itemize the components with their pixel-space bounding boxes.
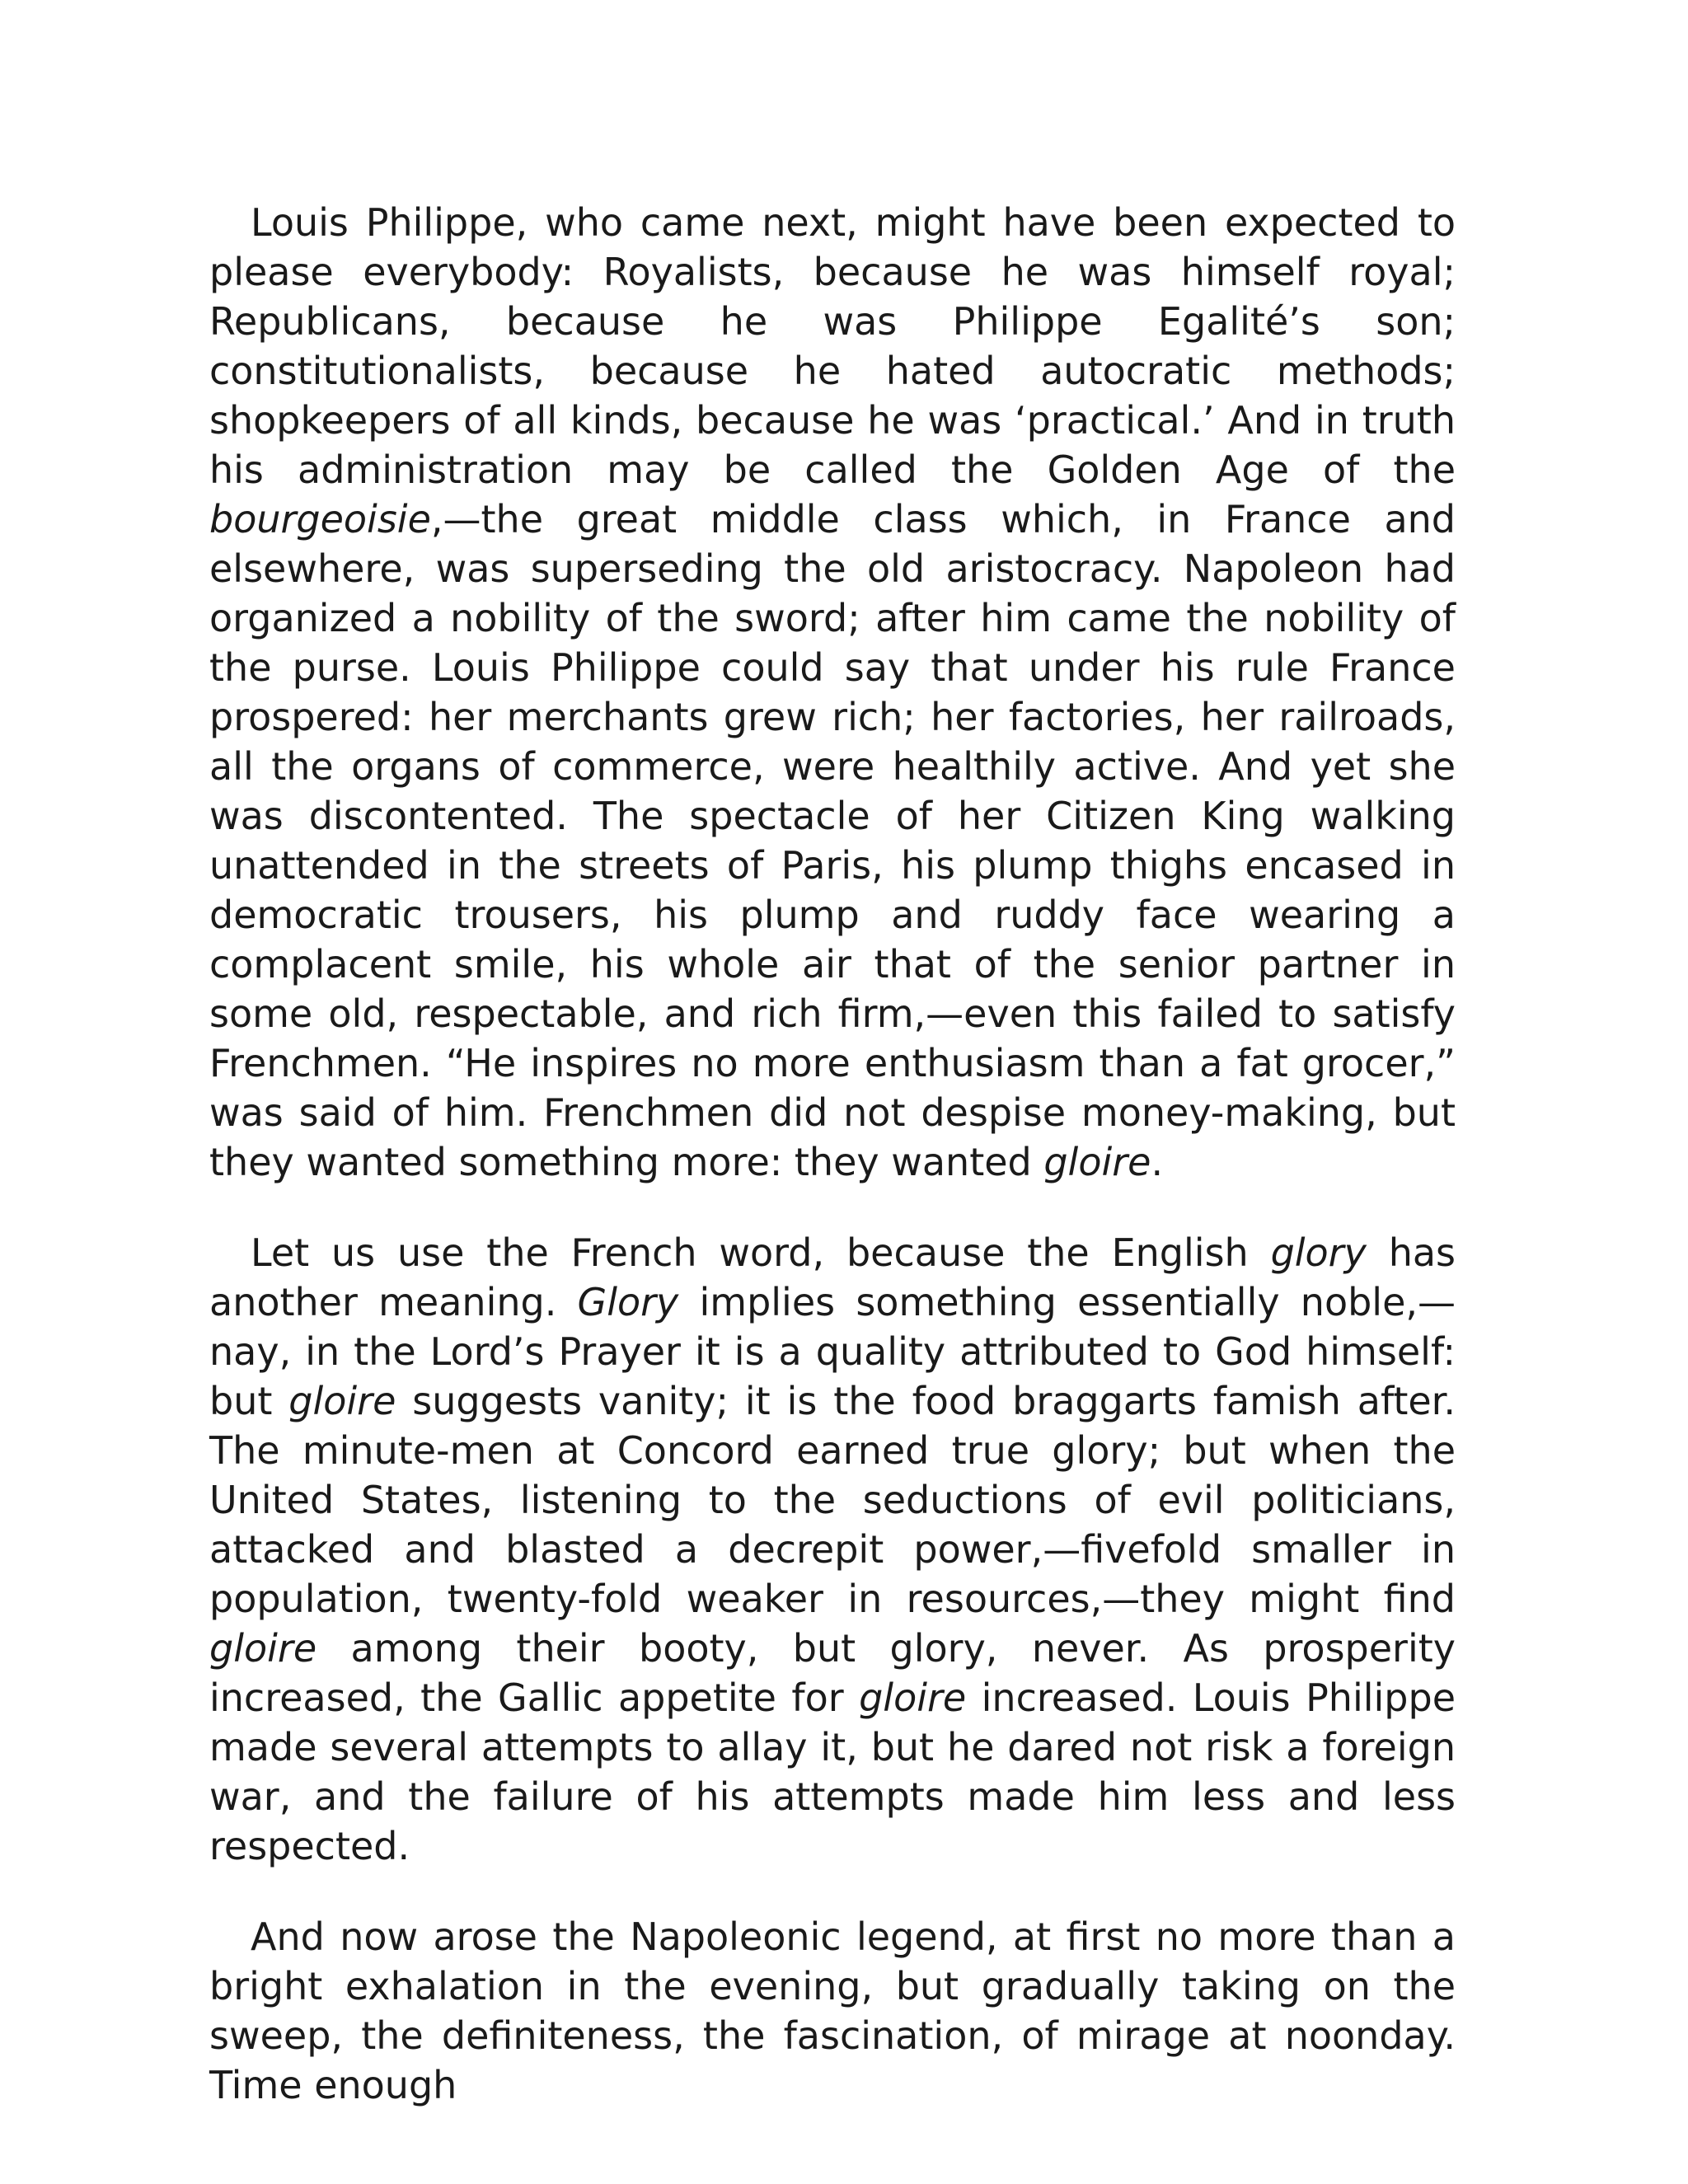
paragraph-1	[209, 198, 1456, 1187]
text-segment: .	[1151, 1140, 1164, 1184]
italic-text-segment: glory	[1270, 1230, 1367, 1275]
text-segment: Let us use the French word, because the English	[251, 1230, 1271, 1275]
italic-text-segment: gloire	[1043, 1140, 1151, 1184]
document-page	[209, 198, 1456, 2110]
text-segment: suggests vanity; it is the food braggarts famish after. The minute-men at Concord earned true glory; but when the United States, listening to the seductions of evil politicians, attacked and blasted a decrepit power,—fivefold smaller in population, twenty-fold weaker in resources,—they might find	[209, 1379, 1456, 1621]
text-segment: has another meaning.	[209, 1230, 1456, 1324]
paragraph-2	[209, 1228, 1456, 1871]
text-segment: increased. Louis Philippe made several attempts to allay it, but he dared not risk a foreign war, and the failure of his attempts made him less and less respected.	[209, 1675, 1456, 1868]
paragraph-3	[209, 1912, 1456, 2110]
text-segment: Louis Philippe, who came next, might have been expected to please everybody: Royalists, because he was himself royal; Republicans, because he was Philippe Egalité’s son; constitutionalists, because he hated autocratic methods; shopkeepers of all kinds, because he was ‘practical.’ And in truth his administration may be called the Golden Age of the	[209, 200, 1456, 492]
text-segment: among their booty, but glory, never. As prosperity increased, the Gallic appetite for	[209, 1626, 1456, 1720]
italic-text-segment: gloire	[859, 1675, 967, 1720]
text-segment: implies something essentially noble,—nay, in the Lord’s Prayer it is a quality attributed to God himself: but	[209, 1280, 1456, 1423]
text-segment: ,—the great middle class which, in France and elsewhere, was superseding the old aristocracy. Napoleon had organized a nobility of the sword; after him came the nobility of the purse. Louis Philippe could say that under his rule France prospered: her merchants grew rich; her factories, her railroads, all the organs of commerce, were healthily active. And yet she was discontented. The spectacle of her Citizen King walking unattended in the streets of Paris, his plump thighs encased in democratic trousers, his plump and ruddy face wearing a complacent smile, his whole air that of the senior partner in some old, respectable, and rich firm,—even this failed to satisfy Frenchmen. “He inspires no more enthusiasm than a fat grocer,” was said of him. Frenchmen did not despise money-making, but they wanted something more: they wanted	[209, 497, 1456, 1184]
italic-text-segment: gloire	[209, 1626, 317, 1671]
italic-text-segment: bourgeoisie	[209, 497, 431, 541]
text-segment: And now arose the Napoleonic legend, at first no more than a bright exhalation in the evening, but gradually taking on the sweep, the definiteness, the fascination, of mirage at noonday. Time enough	[209, 1915, 1456, 2107]
italic-text-segment: gloire	[288, 1379, 396, 1423]
italic-text-segment: Glory	[577, 1280, 679, 1324]
